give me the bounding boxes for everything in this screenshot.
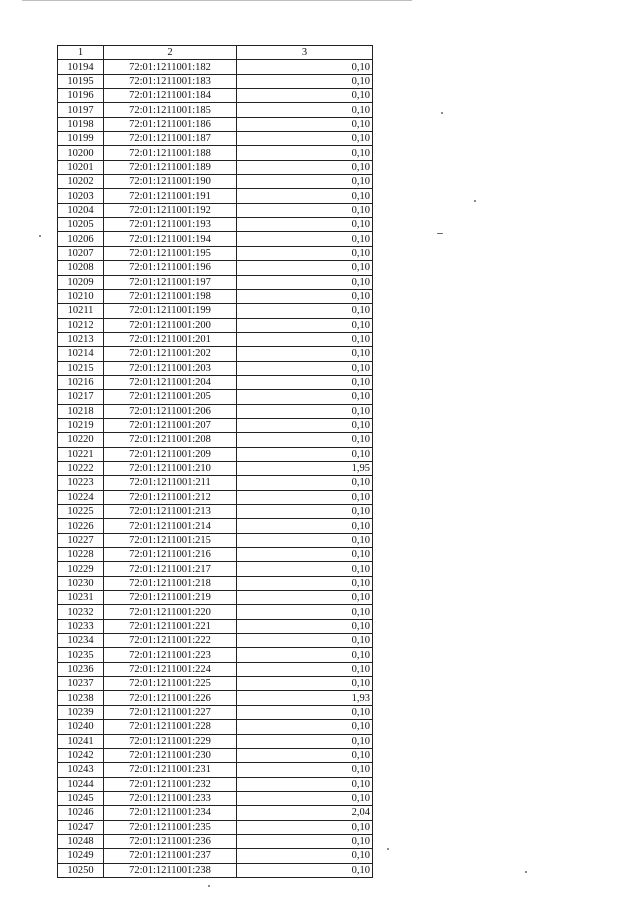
row-number-cell: 10229 — [58, 562, 104, 576]
cadastral-number-cell: 72:01:1211001:207 — [104, 418, 237, 432]
row-number-cell: 10242 — [58, 748, 104, 762]
row-number-cell: 10212 — [58, 318, 104, 332]
row-number-cell: 10206 — [58, 232, 104, 246]
table-row — [58, 705, 373, 719]
table-row — [58, 591, 373, 605]
row-number-cell: 10197 — [58, 103, 104, 117]
row-number-cell: 10201 — [58, 160, 104, 174]
scan-speck — [387, 848, 389, 850]
cadastral-number-cell: 72:01:1211001:188 — [104, 146, 237, 160]
table-header — [58, 46, 373, 60]
value-cell: 0,10 — [237, 562, 373, 576]
cadastral-number-cell: 72:01:1211001:231 — [104, 763, 237, 777]
value-cell: 0,10 — [237, 175, 373, 189]
cadastral-number-cell: 72:01:1211001:216 — [104, 548, 237, 562]
cadastral-number-cell: 72:01:1211001:218 — [104, 576, 237, 590]
row-number-cell: 10204 — [58, 203, 104, 217]
value-cell: 0,10 — [237, 748, 373, 762]
value-cell: 1,95 — [237, 461, 373, 475]
scan-speck — [39, 235, 41, 237]
value-cell: 0,10 — [237, 418, 373, 432]
value-cell: 0,10 — [237, 433, 373, 447]
table-row — [58, 533, 373, 547]
table-row — [58, 433, 373, 447]
table-row — [58, 232, 373, 246]
row-number-cell: 10245 — [58, 791, 104, 805]
table-row — [58, 390, 373, 404]
row-number-cell: 10195 — [58, 74, 104, 88]
table-row — [58, 447, 373, 461]
table-row — [58, 132, 373, 146]
cadastral-number-cell: 72:01:1211001:194 — [104, 232, 237, 246]
data-table — [57, 45, 373, 878]
cadastral-number-cell: 72:01:1211001:233 — [104, 791, 237, 805]
cadastral-number-cell: 72:01:1211001:184 — [104, 89, 237, 103]
value-cell: 0,10 — [237, 203, 373, 217]
table-row — [58, 60, 373, 74]
value-cell: 0,10 — [237, 347, 373, 361]
header-row — [58, 46, 373, 60]
table-row — [58, 634, 373, 648]
cadastral-number-cell: 72:01:1211001:200 — [104, 318, 237, 332]
table-row — [58, 476, 373, 490]
value-cell: 0,10 — [237, 662, 373, 676]
value-cell: 0,10 — [237, 60, 373, 74]
cadastral-number-cell: 72:01:1211001:203 — [104, 361, 237, 375]
row-number-cell: 10228 — [58, 548, 104, 562]
value-cell: 0,10 — [237, 304, 373, 318]
row-number-cell: 10246 — [58, 806, 104, 820]
cadastral-number-cell: 72:01:1211001:208 — [104, 433, 237, 447]
row-number-cell: 10230 — [58, 576, 104, 590]
value-cell: 0,10 — [237, 863, 373, 877]
value-cell: 0,10 — [237, 189, 373, 203]
table-row — [58, 748, 373, 762]
value-cell: 0,10 — [237, 390, 373, 404]
row-number-cell: 10216 — [58, 375, 104, 389]
table-row — [58, 820, 373, 834]
value-cell: 0,10 — [237, 232, 373, 246]
row-number-cell: 10220 — [58, 433, 104, 447]
row-number-cell: 10203 — [58, 189, 104, 203]
row-number-cell: 10219 — [58, 418, 104, 432]
row-number-cell: 10249 — [58, 849, 104, 863]
scan-speck — [474, 200, 476, 202]
table-row — [58, 734, 373, 748]
row-number-cell: 10241 — [58, 734, 104, 748]
table-row — [58, 246, 373, 260]
value-cell: 0,10 — [237, 791, 373, 805]
column-header-2: 2 — [104, 46, 237, 60]
cadastral-number-cell: 72:01:1211001:201 — [104, 332, 237, 346]
table-row — [58, 146, 373, 160]
row-number-cell: 10218 — [58, 404, 104, 418]
table-row — [58, 763, 373, 777]
table-row — [58, 791, 373, 805]
table-row — [58, 562, 373, 576]
cadastral-number-cell: 72:01:1211001:223 — [104, 648, 237, 662]
value-cell: 0,10 — [237, 375, 373, 389]
value-cell: 0,10 — [237, 777, 373, 791]
scan-speck — [441, 112, 443, 114]
row-number-cell: 10250 — [58, 863, 104, 877]
table-row — [58, 218, 373, 232]
cadastral-number-cell: 72:01:1211001:197 — [104, 275, 237, 289]
cadastral-number-cell: 72:01:1211001:236 — [104, 834, 237, 848]
table-row — [58, 576, 373, 590]
cadastral-number-cell: 72:01:1211001:195 — [104, 246, 237, 260]
cadastral-number-cell: 72:01:1211001:193 — [104, 218, 237, 232]
value-cell: 0,10 — [237, 361, 373, 375]
row-number-cell: 10227 — [58, 533, 104, 547]
row-number-cell: 10210 — [58, 289, 104, 303]
value-cell: 0,10 — [237, 548, 373, 562]
table-row — [58, 318, 373, 332]
cadastral-number-cell: 72:01:1211001:224 — [104, 662, 237, 676]
value-cell: 0,10 — [237, 132, 373, 146]
row-number-cell: 10211 — [58, 304, 104, 318]
row-number-cell: 10221 — [58, 447, 104, 461]
table-row — [58, 461, 373, 475]
row-number-cell: 10236 — [58, 662, 104, 676]
row-number-cell: 10207 — [58, 246, 104, 260]
cadastral-number-cell: 72:01:1211001:196 — [104, 261, 237, 275]
cadastral-number-cell: 72:01:1211001:205 — [104, 390, 237, 404]
column-header-3: 3 — [237, 46, 373, 60]
cadastral-number-cell: 72:01:1211001:220 — [104, 605, 237, 619]
row-number-cell: 10226 — [58, 519, 104, 533]
value-cell: 0,10 — [237, 476, 373, 490]
value-cell: 0,10 — [237, 246, 373, 260]
row-number-cell: 10237 — [58, 677, 104, 691]
value-cell: 0,10 — [237, 705, 373, 719]
cadastral-number-cell: 72:01:1211001:213 — [104, 505, 237, 519]
table-row — [58, 691, 373, 705]
value-cell: 0,10 — [237, 505, 373, 519]
value-cell: 0,10 — [237, 160, 373, 174]
value-cell: 0,10 — [237, 820, 373, 834]
cadastral-number-cell: 72:01:1211001:211 — [104, 476, 237, 490]
value-cell: 0,10 — [237, 533, 373, 547]
cadastral-number-cell: 72:01:1211001:183 — [104, 74, 237, 88]
table-row — [58, 275, 373, 289]
row-number-cell: 10214 — [58, 347, 104, 361]
value-cell: 0,10 — [237, 318, 373, 332]
value-cell: 0,10 — [237, 834, 373, 848]
cadastral-number-cell: 72:01:1211001:215 — [104, 533, 237, 547]
table-row — [58, 375, 373, 389]
cadastral-number-cell: 72:01:1211001:214 — [104, 519, 237, 533]
value-cell: 0,10 — [237, 648, 373, 662]
column-header-1: 1 — [58, 46, 104, 60]
table-row — [58, 74, 373, 88]
row-number-cell: 10244 — [58, 777, 104, 791]
cadastral-number-cell: 72:01:1211001:182 — [104, 60, 237, 74]
value-cell: 0,10 — [237, 734, 373, 748]
row-number-cell: 10238 — [58, 691, 104, 705]
row-number-cell: 10231 — [58, 591, 104, 605]
row-number-cell: 10194 — [58, 60, 104, 74]
row-number-cell: 10196 — [58, 89, 104, 103]
table-row — [58, 203, 373, 217]
table-row — [58, 863, 373, 877]
cadastral-number-cell: 72:01:1211001:227 — [104, 705, 237, 719]
value-cell: 0,10 — [237, 447, 373, 461]
table-row — [58, 347, 373, 361]
row-number-cell: 10248 — [58, 834, 104, 848]
value-cell: 0,10 — [237, 146, 373, 160]
value-cell: 0,10 — [237, 74, 373, 88]
row-number-cell: 10240 — [58, 720, 104, 734]
cadastral-number-cell: 72:01:1211001:187 — [104, 132, 237, 146]
table-row — [58, 418, 373, 432]
cadastral-number-cell: 72:01:1211001:204 — [104, 375, 237, 389]
value-cell: 0,10 — [237, 763, 373, 777]
value-cell: 0,10 — [237, 404, 373, 418]
cadastral-number-cell: 72:01:1211001:235 — [104, 820, 237, 834]
row-number-cell: 10202 — [58, 175, 104, 189]
row-number-cell: 10224 — [58, 490, 104, 504]
value-cell: 0,10 — [237, 849, 373, 863]
row-number-cell: 10217 — [58, 390, 104, 404]
table-row — [58, 648, 373, 662]
table-row — [58, 404, 373, 418]
value-cell: 0,10 — [237, 619, 373, 633]
cadastral-number-cell: 72:01:1211001:237 — [104, 849, 237, 863]
value-cell: 1,93 — [237, 691, 373, 705]
cadastral-number-cell: 72:01:1211001:185 — [104, 103, 237, 117]
table-row — [58, 117, 373, 131]
cadastral-number-cell: 72:01:1211001:192 — [104, 203, 237, 217]
table-row — [58, 304, 373, 318]
table-row — [58, 834, 373, 848]
value-cell: 0,10 — [237, 591, 373, 605]
cadastral-number-cell: 72:01:1211001:221 — [104, 619, 237, 633]
value-cell: 0,10 — [237, 218, 373, 232]
row-number-cell: 10208 — [58, 261, 104, 275]
row-number-cell: 10239 — [58, 705, 104, 719]
value-cell: 0,10 — [237, 289, 373, 303]
row-number-cell: 10234 — [58, 634, 104, 648]
cadastral-number-cell: 72:01:1211001:234 — [104, 806, 237, 820]
row-number-cell: 10247 — [58, 820, 104, 834]
table-row — [58, 361, 373, 375]
table-row — [58, 261, 373, 275]
row-number-cell: 10233 — [58, 619, 104, 633]
row-number-cell: 10235 — [58, 648, 104, 662]
row-number-cell: 10209 — [58, 275, 104, 289]
table-row — [58, 662, 373, 676]
row-number-cell: 10215 — [58, 361, 104, 375]
cadastral-number-cell: 72:01:1211001:210 — [104, 461, 237, 475]
cadastral-number-cell: 72:01:1211001:225 — [104, 677, 237, 691]
value-cell: 0,10 — [237, 605, 373, 619]
cadastral-number-cell: 72:01:1211001:202 — [104, 347, 237, 361]
cadastral-number-cell: 72:01:1211001:229 — [104, 734, 237, 748]
value-cell: 0,10 — [237, 519, 373, 533]
value-cell: 0,10 — [237, 261, 373, 275]
table-row — [58, 189, 373, 203]
table-row — [58, 175, 373, 189]
table-row — [58, 605, 373, 619]
table-row — [58, 103, 373, 117]
cadastral-number-cell: 72:01:1211001:230 — [104, 748, 237, 762]
table-row — [58, 519, 373, 533]
row-number-cell: 10213 — [58, 332, 104, 346]
table-row — [58, 505, 373, 519]
row-number-cell: 10223 — [58, 476, 104, 490]
value-cell: 0,10 — [237, 576, 373, 590]
row-number-cell: 10200 — [58, 146, 104, 160]
row-number-cell: 10205 — [58, 218, 104, 232]
row-number-cell: 10199 — [58, 132, 104, 146]
cadastral-number-cell: 72:01:1211001:190 — [104, 175, 237, 189]
table-row — [58, 677, 373, 691]
cadastral-number-cell: 72:01:1211001:189 — [104, 160, 237, 174]
table-row — [58, 490, 373, 504]
scan-speck — [437, 233, 443, 234]
cadastral-number-cell: 72:01:1211001:206 — [104, 404, 237, 418]
cadastral-number-cell: 72:01:1211001:209 — [104, 447, 237, 461]
table-row — [58, 548, 373, 562]
value-cell: 0,10 — [237, 720, 373, 734]
cadastral-number-cell: 72:01:1211001:226 — [104, 691, 237, 705]
cadastral-number-cell: 72:01:1211001:219 — [104, 591, 237, 605]
table-row — [58, 89, 373, 103]
cadastral-number-cell: 72:01:1211001:199 — [104, 304, 237, 318]
row-number-cell: 10225 — [58, 505, 104, 519]
cadastral-number-cell: 72:01:1211001:191 — [104, 189, 237, 203]
value-cell: 0,10 — [237, 275, 373, 289]
value-cell: 2,04 — [237, 806, 373, 820]
row-number-cell: 10222 — [58, 461, 104, 475]
value-cell: 0,10 — [237, 117, 373, 131]
cadastral-number-cell: 72:01:1211001:217 — [104, 562, 237, 576]
table-row — [58, 160, 373, 174]
table-row — [58, 619, 373, 633]
table-row — [58, 806, 373, 820]
cadastral-number-cell: 72:01:1211001:186 — [104, 117, 237, 131]
value-cell: 0,10 — [237, 634, 373, 648]
value-cell: 0,10 — [237, 490, 373, 504]
cadastral-number-cell: 72:01:1211001:238 — [104, 863, 237, 877]
scan-speck — [208, 885, 210, 887]
row-number-cell: 10198 — [58, 117, 104, 131]
table-row — [58, 777, 373, 791]
table-row — [58, 849, 373, 863]
value-cell: 0,10 — [237, 332, 373, 346]
cadastral-number-cell: 72:01:1211001:232 — [104, 777, 237, 791]
cadastral-number-cell: 72:01:1211001:222 — [104, 634, 237, 648]
scan-top-rule — [22, 0, 412, 3]
value-cell: 0,10 — [237, 89, 373, 103]
table-body — [58, 60, 373, 878]
value-cell: 0,10 — [237, 103, 373, 117]
value-cell: 0,10 — [237, 677, 373, 691]
table-row — [58, 332, 373, 346]
row-number-cell: 10232 — [58, 605, 104, 619]
scan-speck — [525, 871, 527, 873]
cadastral-number-cell: 72:01:1211001:212 — [104, 490, 237, 504]
table-row — [58, 720, 373, 734]
table-row — [58, 289, 373, 303]
cadastral-number-cell: 72:01:1211001:228 — [104, 720, 237, 734]
row-number-cell: 10243 — [58, 763, 104, 777]
cadastral-number-cell: 72:01:1211001:198 — [104, 289, 237, 303]
